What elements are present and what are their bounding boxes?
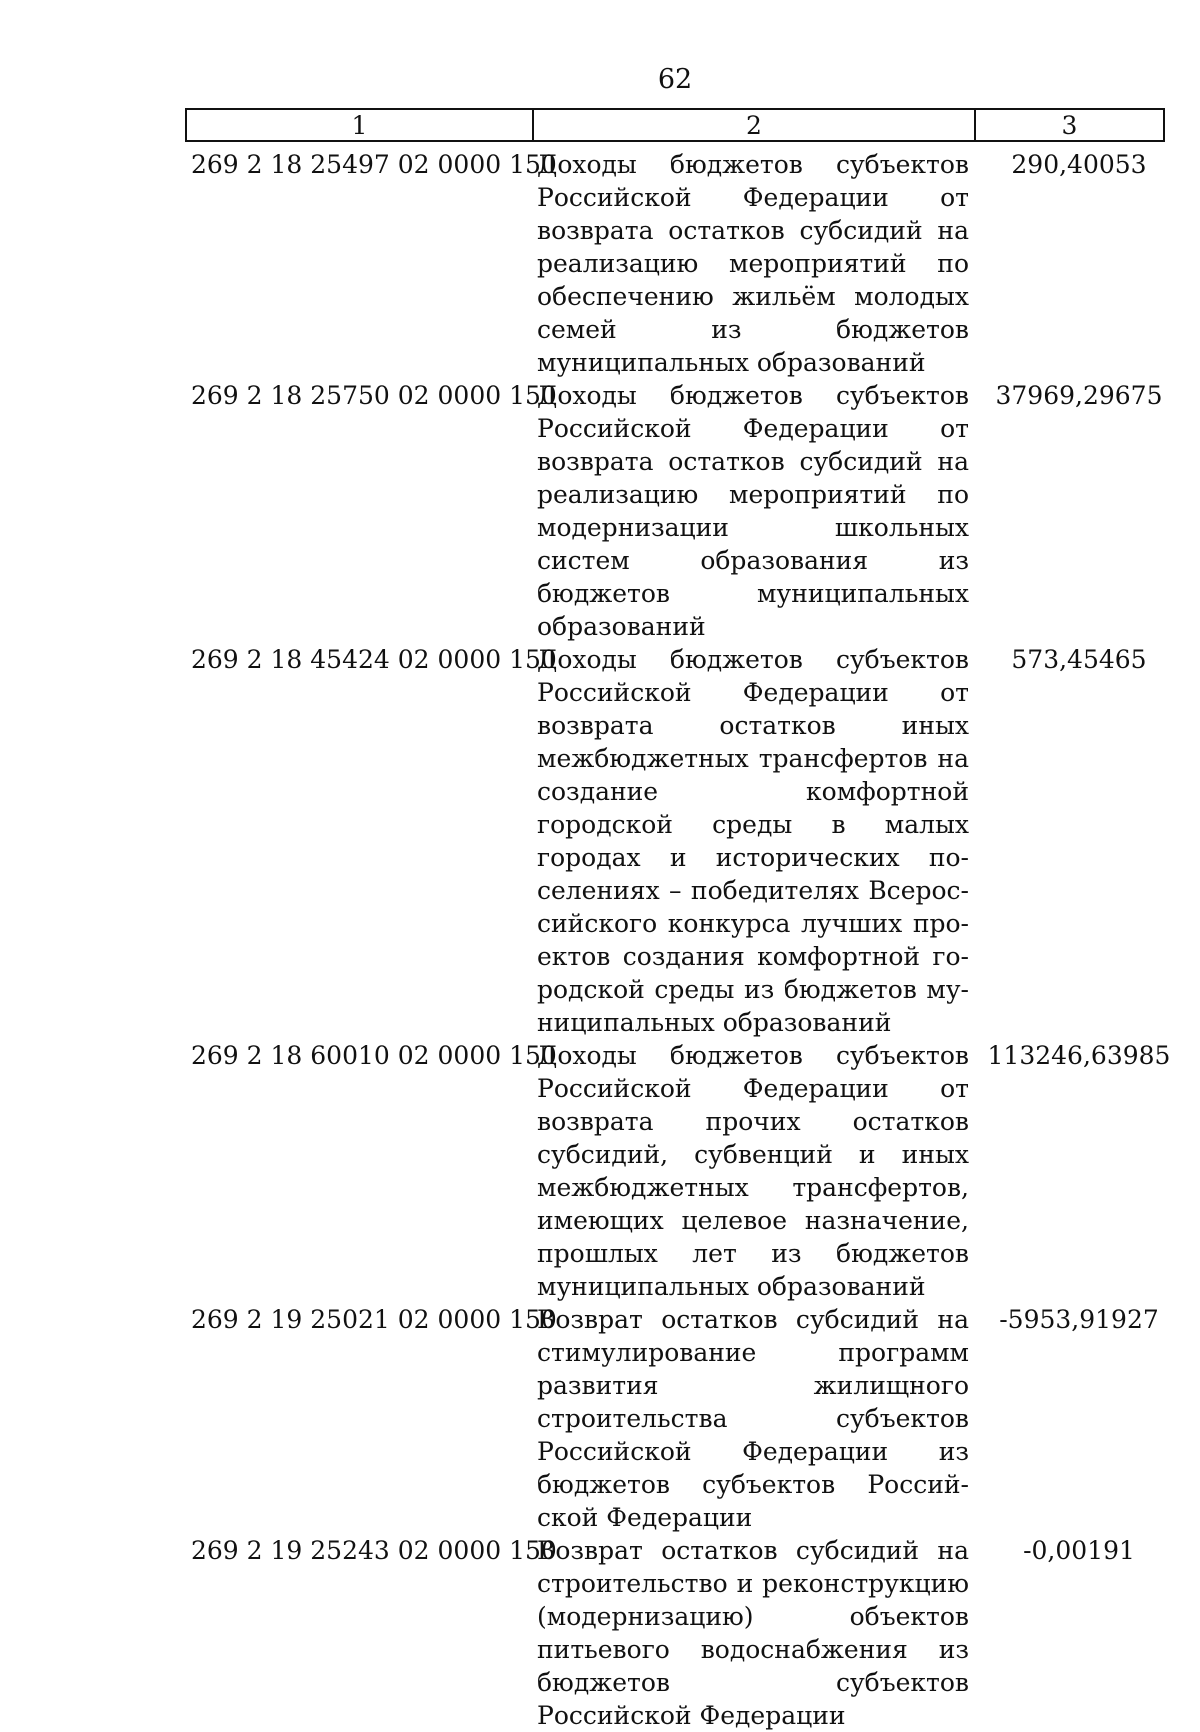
table-row [191, 643, 1200, 1039]
amount-value: 37969,29675 [995, 381, 1163, 410]
table-body [191, 148, 1200, 1732]
budget-code: 269 2 18 25750 02 0000 150 [191, 381, 557, 410]
amount-value: 573,45465 [1011, 645, 1147, 674]
amount-value: -5953,91927 [999, 1305, 1159, 1334]
amount-value: -0,00191 [1023, 1536, 1135, 1565]
budget-code: 269 2 18 60010 02 0000 150 [191, 1041, 557, 1070]
header-cell-amount: 3 [1061, 110, 1078, 140]
table-row [191, 1039, 1200, 1303]
income-description: Доходы бюджетов субъектов Российской Федерации от возврата прочих остатков субсидий, субвенций и иных межбюджетных трансфертов, имеющих целевое назначение, прошлых лет из бюджетов муниципальных образований [537, 1041, 969, 1301]
table-row [191, 379, 1200, 643]
header-cell-description: 2 [534, 110, 976, 140]
amount-value: 113246,63985 [987, 1041, 1171, 1070]
income-description: Возврат остатков субсидий на строительство и реконструкцию (модернизацию) объектов питьевого водоснабжения из бюджетов субъектов Российской Федерации [537, 1536, 969, 1730]
income-description: Доходы бюджетов субъектов Российской Федерации от возврата остатков субсидий на реализацию мероприятий по обеспечению жильём молодых семей из бюджетов муниципальных образований [537, 150, 969, 377]
income-description: Доходы бюджетов субъектов Российской Федерации от возврата остатков субсидий на реализацию мероприятий по модернизации школьных систем образования из бюджетов муниципальных образований [537, 381, 969, 641]
budget-code: 269 2 18 45424 02 0000 150 [191, 645, 557, 674]
budget-code: 269 2 19 25243 02 0000 150 [191, 1536, 557, 1565]
page-number: 62 [657, 64, 693, 95]
amount-value: 290,40053 [1011, 150, 1147, 179]
table-header [185, 108, 1165, 142]
budget-code: 269 2 19 25021 02 0000 150 [191, 1305, 557, 1334]
table-row [191, 1534, 1200, 1732]
budget-code: 269 2 18 25497 02 0000 150 [191, 150, 557, 179]
header-cell-code: 1 [187, 110, 534, 140]
income-description: Возврат остатков субсидий на стимулирование программ развития жилищного строительства субъектов Российской Федерации из бюджетов субъектов Российской Федерации [537, 1305, 969, 1532]
table-row [191, 1303, 1200, 1534]
income-description: Доходы бюджетов субъектов Российской Федерации от возврата остатков иных межбюджетных трансфертов на создание комфортной городской среды в малых городах и исторических поселениях – победителях Всероссийского конкурса лучших проектов создания комфортной городской среды из бюджетов муниципальных образований [537, 645, 969, 1037]
table-row [191, 148, 1200, 379]
